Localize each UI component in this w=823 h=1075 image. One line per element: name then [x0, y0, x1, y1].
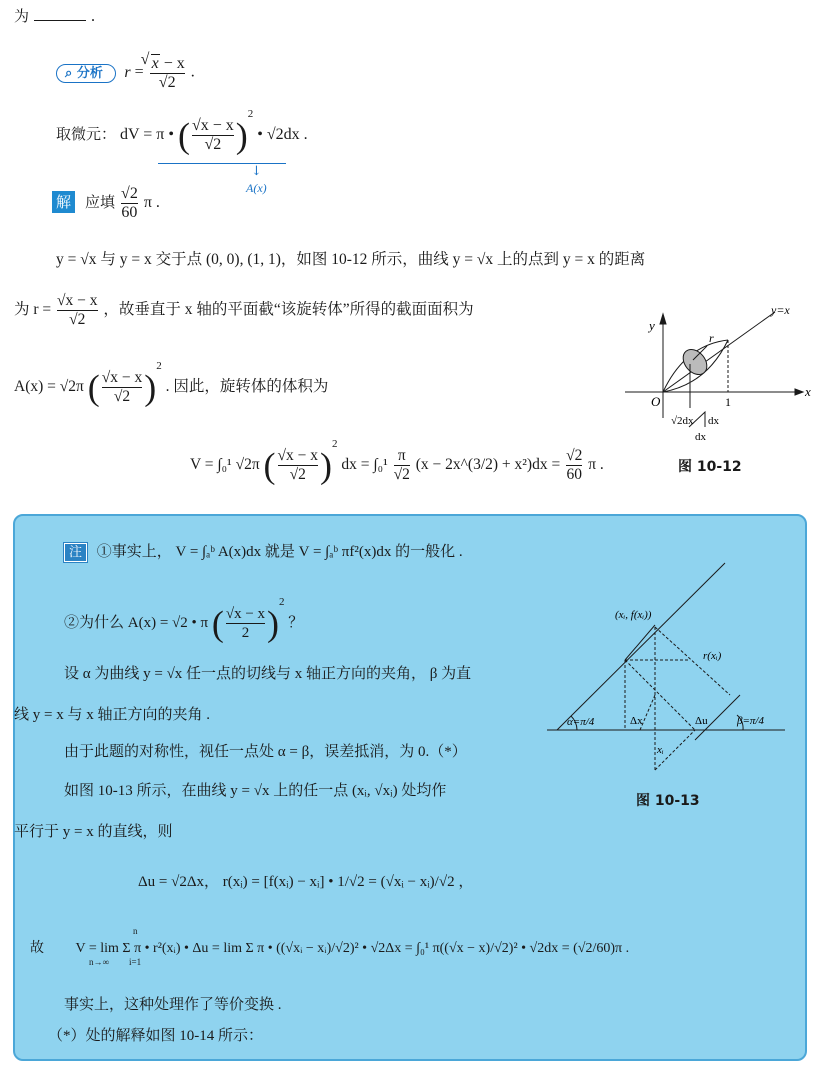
note-line-2-prefix: ②为什么 A(x) = √2 • π	[64, 615, 209, 631]
note-line-2-num: √x − x	[225, 606, 266, 623]
fig1012-label-line: y=x	[771, 303, 790, 317]
para2-suffix: ，故垂直于 x 轴的平面截“该旋转体”所得的截面面积为	[103, 301, 474, 319]
fig1012-line-yx	[663, 312, 775, 392]
element-num: √x − x	[191, 116, 234, 134]
analysis-line	[56, 54, 195, 92]
top-line-prefix: 为	[14, 7, 30, 25]
figure-10-12	[615, 300, 815, 450]
element-fraction	[192, 117, 234, 154]
fig1013-label-r: r(xᵢ)	[703, 650, 722, 662]
volume-den: √2	[278, 465, 319, 484]
volume-equation: V = ∫₀¹ √2π ( $\frac{√x - x}{√2}$ )$^2$ dx = ∫₀¹ $\frac{\pi}{√2}$ (x − 2x^(3/2) + x²)dx = $\frac{√2}{60}$ π .	[190, 438, 604, 486]
para3-prefix: A(x) = √2π	[14, 378, 84, 395]
note-line-9-text: V = lim Σ π • r²(xᵢ) • Δu = lim Σ π • ((√xᵢ − xᵢ)/√2)² • √2Δx = ∫₀¹ π((√x − x)/√2)² • √2dx = (√2/60)π .	[75, 941, 630, 956]
arrow-down-icon: ↓	[251, 164, 262, 179]
volume-lhs: V = ∫₀¹ √2π	[190, 456, 260, 473]
top-line-suffix: .	[90, 7, 96, 25]
fig1013-label-alpha: α=π/4	[567, 716, 595, 728]
note-line-2-fraction	[226, 605, 265, 642]
note-line-2-pow: 2	[279, 596, 285, 608]
analysis-fraction	[150, 54, 185, 92]
note-line-1	[64, 540, 463, 561]
para3-den: √2	[102, 387, 143, 406]
volume-pow: 2	[332, 438, 338, 450]
element-line: 取微元： dV = π • ( $\frac{√x - x}{√2}$ )$^2$ • √2dx .	[56, 108, 308, 156]
note-line-10: 事实上，这种处理作了等价变换 .	[64, 997, 282, 1013]
volume-mid: dx = ∫₀¹	[341, 456, 388, 473]
analysis-end: .	[190, 63, 195, 81]
element-den: √2	[192, 135, 234, 154]
note-line-5: 由于此题的对称性，视任一点处 α = β，误差抵消，为 0.（*）	[64, 744, 467, 760]
top-line	[14, 6, 95, 26]
solution-text: 应填	[85, 195, 116, 212]
para3-pow: 2	[156, 360, 162, 372]
fig1012-section	[678, 345, 711, 379]
note-line-1-text: ①事实上， V = ∫ₐᵇ A(x)dx 就是 V = ∫ₐᵇ πf²(x)dx 的一般化 .	[96, 544, 463, 560]
fig1012-caption: 图 10-12	[678, 459, 742, 475]
solution-den: 60	[121, 204, 138, 221]
note-line-4: 线 y = x 与 x 轴正方向的夹角 .	[14, 707, 210, 723]
element-underline	[158, 163, 286, 164]
fig1013-main-line	[557, 563, 725, 730]
analysis-num-rest: − x	[163, 55, 185, 72]
analysis-badge-label: 分析	[76, 65, 103, 81]
fig1013-caption: 图 10-13	[636, 793, 700, 809]
volume-pi-fraction	[394, 447, 410, 484]
note-sum-top: n	[133, 926, 138, 936]
analysis-den: √2	[150, 73, 185, 92]
analysis-r: r	[124, 63, 131, 81]
note-line-8: Δu = √2Δx， r(xᵢ) = [f(xᵢ) − xᵢ] • 1/√2 = (√xᵢ − xᵢ)/√2 ，	[138, 874, 474, 890]
para2-prefix: 为 r =	[14, 301, 52, 319]
fig1012-y-arrow	[660, 314, 666, 324]
fig1012-x-arrow	[795, 389, 803, 395]
fig1013-label-dx: Δx	[630, 715, 643, 727]
fig1012-label-y: y	[649, 318, 655, 333]
figure-10-13	[545, 555, 790, 785]
note-lim-sub: n→∞	[89, 957, 109, 967]
analysis-badge	[56, 64, 116, 83]
note-line-11: （*）处的解释如图 10-14 所示：	[48, 1028, 263, 1044]
note-badge: 注	[64, 543, 87, 562]
volume-poly: (x − 2x^(3/2) + x²)dx =	[415, 456, 561, 473]
note-sum-bottom: i=1	[129, 957, 142, 967]
volume-fraction	[278, 447, 319, 484]
para3-fraction	[102, 369, 143, 406]
volume-result-fraction	[566, 447, 582, 484]
note-line-2: ②为什么 A(x) = √2 • π ( $\frac{√x - x}{2}$ )$^2$ ？	[64, 596, 304, 644]
fig1012-label-dx3: dx	[695, 431, 706, 443]
para2-den: √2	[57, 310, 98, 329]
volume-num: √x − x	[277, 446, 319, 464]
paragraph-1: y = √x 与 y = x 交于点 (0, 0), (1, 1)，如图 10-12 所示，曲线 y = √x 上的点到 y = x 的距离	[56, 251, 646, 268]
fig1012-label-o: O	[651, 394, 661, 409]
analysis-eq: =	[134, 63, 144, 81]
solution-num: √2	[121, 185, 138, 202]
para2-fraction	[57, 292, 98, 329]
solution-tail: π .	[143, 194, 160, 212]
para2-num: √x − x	[57, 292, 98, 309]
solution-badge: 解	[52, 191, 75, 213]
element-annotation: A(x)	[246, 181, 267, 195]
note-line-9	[30, 937, 629, 957]
element-tail: • √2dx .	[257, 126, 308, 143]
fig1012-label-dx1: √2dx	[671, 415, 694, 427]
note-line-7: 平行于 y = x 的直线，则	[14, 824, 173, 840]
fig1013-label-point: (xᵢ, f(xᵢ))	[615, 609, 652, 621]
volume-pi-num: π	[397, 446, 406, 464]
fig1013-tangent	[625, 625, 655, 660]
element-pow: 2	[247, 108, 254, 120]
fig1013-label-beta: β=π/4	[737, 715, 764, 727]
fig1013-label-du: Δu	[695, 715, 708, 727]
volume-pi-den: √2	[393, 465, 410, 483]
paragraph-3: A(x) = √2π ( $\frac{√x - x}{√2}$ )$^2$ . 因此，旋转体的体积为	[14, 360, 329, 408]
paragraph-2	[14, 292, 474, 329]
element-label: 取微元：	[56, 127, 117, 143]
volume-res-den: 60	[566, 465, 582, 483]
magnifier-icon: ⌕	[65, 65, 73, 81]
fig1012-label-one: 1	[725, 395, 731, 409]
fig1012-label-x: x	[805, 384, 811, 399]
para3-num: √x − x	[101, 368, 143, 386]
volume-end: π .	[588, 456, 604, 473]
solution-fraction	[121, 185, 138, 222]
para3-suffix: . 因此，旋转体的体积为	[165, 378, 329, 395]
note-line-2-suffix: ？	[288, 615, 304, 631]
note-line-9-prefix: 故	[30, 941, 44, 956]
fig1012-label-dx2: dx	[708, 415, 719, 427]
fig1012-label-r: r	[709, 331, 714, 345]
note-line-6: 如图 10-13 所示，在曲线 y = √x 上的任一点 (xᵢ, √xᵢ) 处均作	[64, 783, 447, 799]
solution-line	[52, 185, 160, 222]
answer-blank	[34, 20, 86, 21]
note-line-2-den: 2	[226, 623, 265, 642]
volume-res-num: √2	[566, 446, 583, 464]
note-line-3: 设 α 为曲线 y = √x 任一点的切线与 x 轴正方向的夹角， β 为直	[64, 666, 472, 682]
element-dv: dV = π •	[120, 126, 174, 143]
fig1013-label-xi: xᵢ	[657, 744, 664, 756]
analysis-num-sqrt: x	[151, 55, 159, 72]
